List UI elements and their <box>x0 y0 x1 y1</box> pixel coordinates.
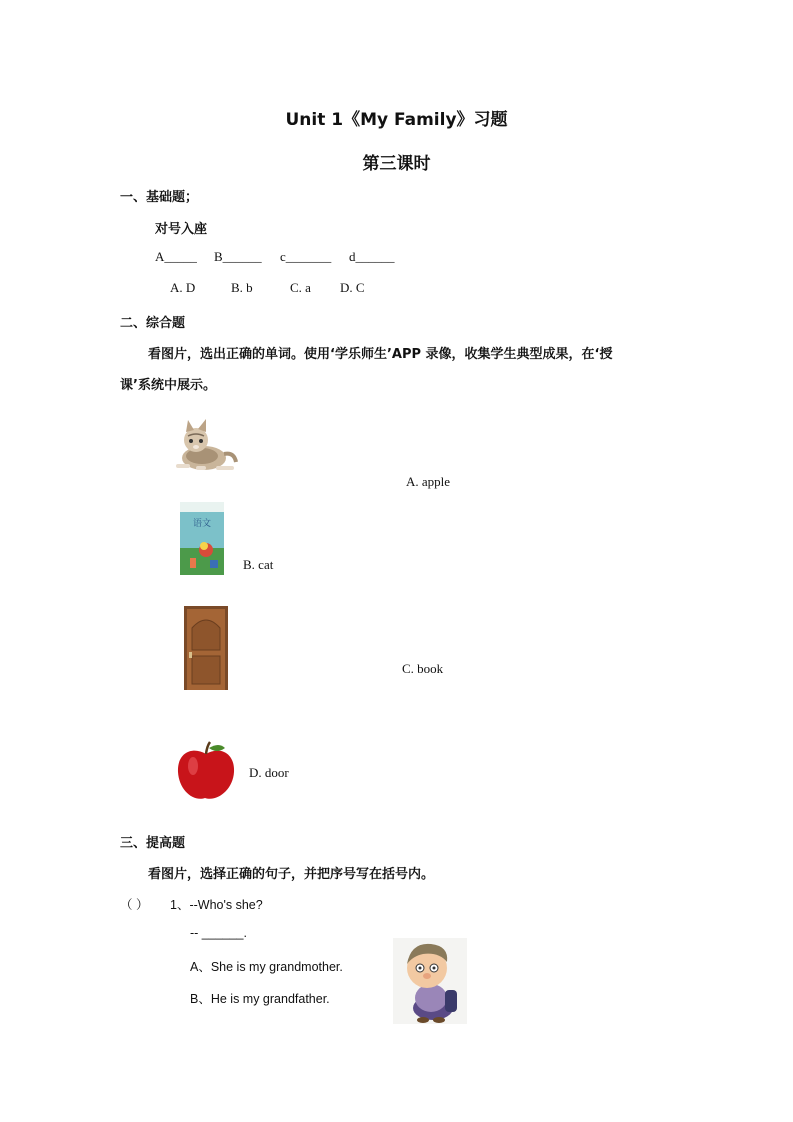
blank-a[interactable]: A_____ <box>155 249 197 264</box>
book-picture <box>180 502 224 575</box>
section3-heading: 三、提高题 <box>120 836 186 851</box>
page-subtitle: 第三课时 <box>362 154 431 174</box>
section1-task: 对号入座 <box>155 222 208 237</box>
word-label-b: B. cat <box>243 557 274 572</box>
section2-instruction-line1: 看图片，选出正确的单词。使用‘学乐师生’APP 录像，收集学生典型成果，在‘授 <box>148 347 613 362</box>
door-picture <box>184 606 228 690</box>
option-b: B. b <box>231 280 253 295</box>
section3-instruction: 看图片，选择正确的句子，并把序号写在括号内。 <box>148 867 435 882</box>
question-1: 1、--Who's she? <box>170 898 263 912</box>
blank-b[interactable]: B______ <box>214 249 262 264</box>
cat-picture <box>166 418 238 478</box>
page-title: Unit 1《My Family》习题 <box>285 110 508 130</box>
option-d: D. C <box>340 280 365 295</box>
word-label-c: C. book <box>402 661 444 676</box>
blank-c[interactable]: c_______ <box>280 249 332 264</box>
section2-instruction-line2: 课’系统中展示。 <box>120 378 216 393</box>
word-label-d: D. door <box>249 765 289 780</box>
answer-blank[interactable]: -- ______. <box>190 926 247 940</box>
apple-picture <box>175 740 237 802</box>
section1-heading: 一、基础题； <box>120 190 199 205</box>
option-a: A. D <box>170 280 196 295</box>
sentence-option-b: B、He is my grandfather. <box>190 992 330 1006</box>
grandmother-picture <box>393 938 467 1024</box>
svg-text:语文: 语文 <box>192 519 212 529</box>
option-c: C. a <box>290 280 311 295</box>
word-label-a: A. apple <box>406 474 451 489</box>
blank-d[interactable]: d______ <box>349 249 395 264</box>
sentence-option-a: A、She is my grandmother. <box>190 960 343 974</box>
answer-paren[interactable]: （ ） <box>120 898 149 912</box>
section2-heading: 二、综合题 <box>120 316 186 331</box>
